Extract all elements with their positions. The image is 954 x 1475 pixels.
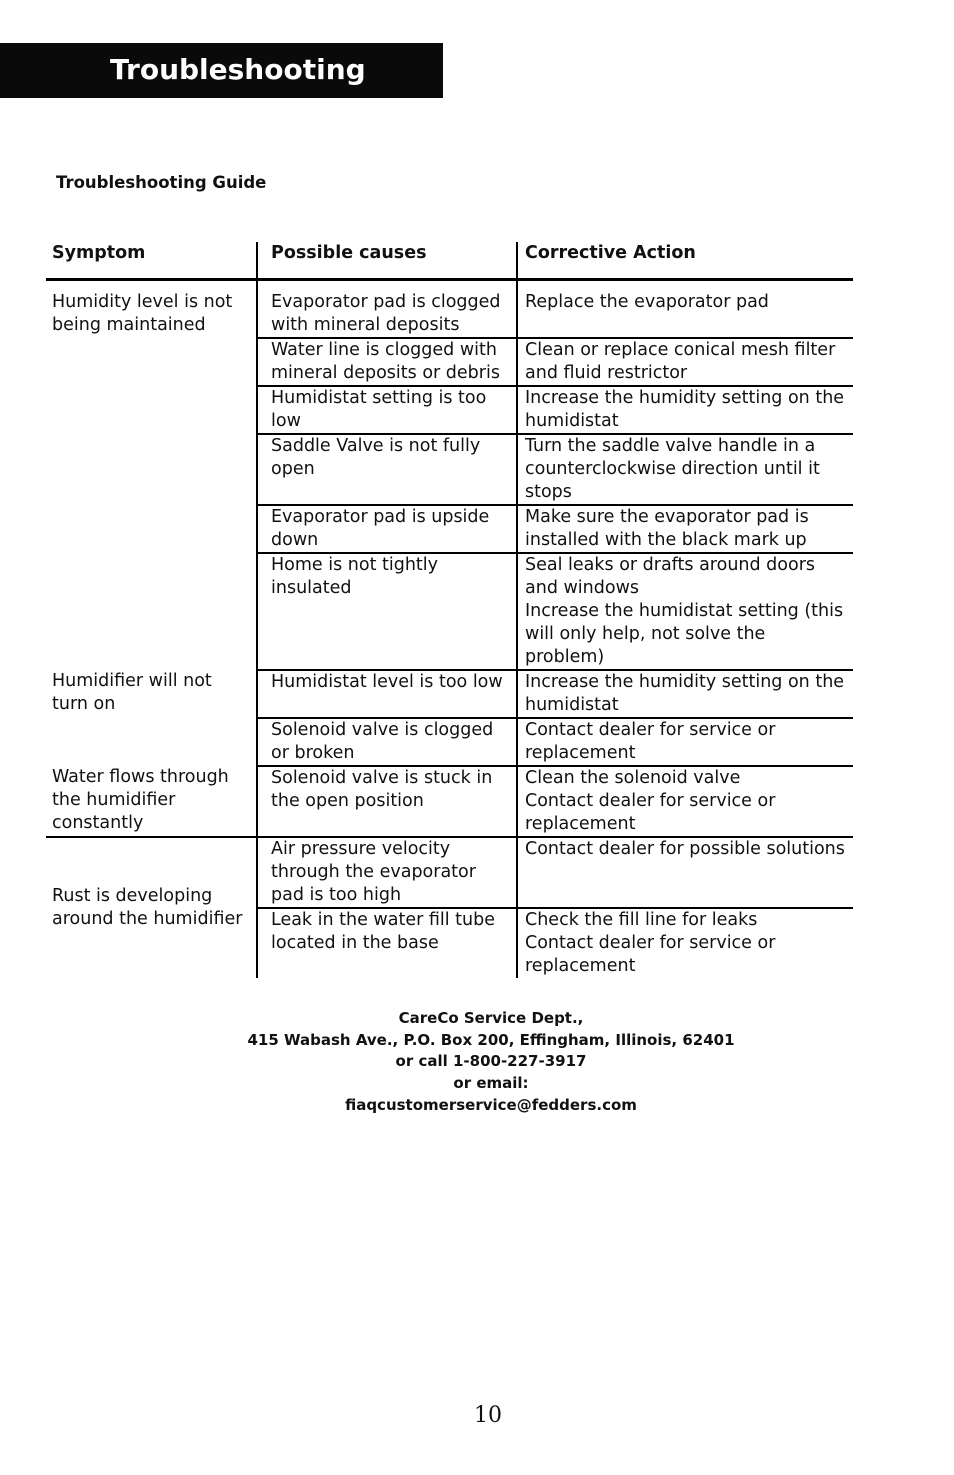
action-text: Contact dealer for service or replacement bbox=[525, 933, 776, 976]
action-text: Contact dealer for service or replacement bbox=[525, 791, 776, 834]
action-text: Seal leaks or drafts around doors and windows bbox=[525, 555, 816, 598]
cause-cell: Humidistat setting is too low bbox=[257, 386, 517, 434]
action-text: Replace the evaporator pad bbox=[525, 292, 769, 312]
contact-phone: or call 1-800-227-3917 bbox=[395, 1052, 587, 1071]
cause-cell: Air pressure velocity through the evaporator pad is too high bbox=[257, 837, 517, 908]
column-header-causes: Possible causes bbox=[257, 242, 517, 280]
action-cell bbox=[517, 718, 853, 766]
action-text: Contact dealer for service or replacement bbox=[525, 720, 776, 763]
table-row bbox=[46, 670, 853, 718]
section-header-bar bbox=[0, 43, 443, 98]
cause-cell: Evaporator pad is clogged with mineral deposits bbox=[257, 291, 517, 338]
symptom-cell: Humidifier will not turn on bbox=[46, 670, 257, 766]
contact-email: fiaqcustomerservice@fedders.com bbox=[345, 1095, 637, 1114]
table-row bbox=[46, 766, 853, 837]
cause-cell: Leak in the water fill tube located in the base bbox=[257, 908, 517, 978]
symptom-cell: Water flows through the humidifier constantly bbox=[46, 766, 257, 837]
contact-address: 415 Wabash Ave., P.O. Box 200, Effingham, Illinois, 62401 bbox=[247, 1030, 735, 1049]
action-text: Check the fill line for leaks bbox=[525, 910, 758, 930]
action-text: Make sure the evaporator pad is installed with the black mark up bbox=[525, 507, 809, 550]
action-cell bbox=[517, 908, 853, 978]
symptom-cell: Rust is developing around the humidifier bbox=[46, 837, 257, 978]
cause-cell: Evaporator pad is upside down bbox=[257, 505, 517, 553]
action-cell bbox=[517, 837, 853, 908]
action-cell bbox=[517, 291, 853, 338]
action-cell bbox=[517, 766, 853, 837]
action-text: Contact dealer for possible solutions bbox=[525, 839, 845, 859]
action-cell bbox=[517, 434, 853, 505]
contact-info bbox=[0, 1008, 954, 1117]
guide-title: Troubleshooting Guide bbox=[56, 173, 267, 192]
action-cell bbox=[517, 386, 853, 434]
table-header-row bbox=[46, 242, 853, 280]
cause-cell: Saddle Valve is not fully open bbox=[257, 434, 517, 505]
action-text: Clean or replace conical mesh filter and fluid restrictor bbox=[525, 340, 836, 383]
action-cell bbox=[517, 505, 853, 553]
action-cell bbox=[517, 553, 853, 670]
action-cell bbox=[517, 670, 853, 718]
troubleshooting-table bbox=[46, 242, 853, 978]
page-number: 10 bbox=[474, 1403, 502, 1428]
contact-department: CareCo Service Dept., bbox=[398, 1009, 584, 1027]
action-text: Turn the saddle valve handle in a counterclockwise direction until it stops bbox=[525, 436, 820, 502]
action-cell bbox=[517, 338, 853, 386]
section-title: Troubleshooting bbox=[110, 53, 366, 86]
contact-email-label: or email: bbox=[453, 1074, 529, 1093]
cause-cell: Humidistat level is too low bbox=[257, 670, 517, 718]
table-spacer-row bbox=[46, 280, 853, 292]
action-text: Increase the humidity setting on the humidistat bbox=[525, 672, 845, 715]
action-text: Increase the humidistat setting (this will only help, not solve the problem) bbox=[525, 601, 844, 667]
cause-cell: Solenoid valve is stuck in the open position bbox=[257, 766, 517, 837]
symptom-cell: Humidity level is not being maintained bbox=[46, 291, 257, 670]
cause-cell: Home is not tightly insulated bbox=[257, 553, 517, 670]
table-row bbox=[46, 291, 853, 338]
column-header-symptom: Symptom bbox=[46, 242, 257, 280]
cause-cell: Solenoid valve is clogged or broken bbox=[257, 718, 517, 766]
action-text: Increase the humidity setting on the humidistat bbox=[525, 388, 845, 431]
action-text: Clean the solenoid valve bbox=[525, 768, 741, 788]
column-header-action: Corrective Action bbox=[525, 243, 696, 263]
table-row bbox=[46, 837, 853, 908]
cause-cell: Water line is clogged with mineral deposits or debris bbox=[257, 338, 517, 386]
